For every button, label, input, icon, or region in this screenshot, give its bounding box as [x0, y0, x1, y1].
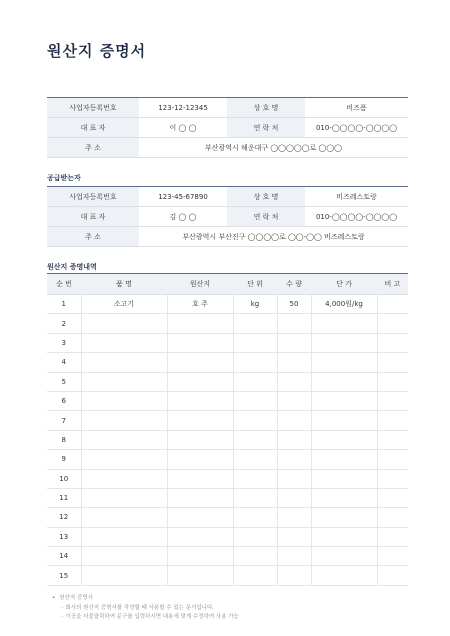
cell-no: 14	[47, 547, 81, 566]
header-item: 품 명	[81, 274, 167, 295]
receiver-reg-no-label: 사업자등록번호	[47, 187, 139, 207]
notes-line-2: · 이곳을 더블클릭하여 문구를 입력하시면 내용에 맞게 수정하여 사용 가능	[62, 614, 239, 620]
supplier-address-label: 주 소	[47, 138, 139, 158]
cell-no: 8	[47, 430, 81, 449]
cell-price[interactable]	[311, 411, 377, 430]
supplier-phone-label: 연 락 처	[227, 118, 305, 138]
cell-price[interactable]	[311, 372, 377, 391]
cell-origin[interactable]	[167, 333, 233, 352]
cell-unit[interactable]	[233, 411, 277, 430]
cell-origin[interactable]	[167, 430, 233, 449]
receiver-row-3	[47, 227, 408, 247]
cell-item[interactable]	[81, 353, 167, 372]
cell-origin[interactable]	[167, 411, 233, 430]
cell-origin[interactable]	[167, 314, 233, 333]
cell-qty[interactable]	[277, 566, 311, 585]
cell-item[interactable]	[81, 391, 167, 410]
cell-item[interactable]	[81, 508, 167, 527]
cell-item[interactable]: 소고기	[81, 295, 167, 314]
cell-qty[interactable]	[277, 411, 311, 430]
table-row	[47, 469, 408, 488]
supplier-row-2	[47, 118, 408, 138]
cell-no: 5	[47, 372, 81, 391]
cell-qty[interactable]	[277, 372, 311, 391]
header-no: 순 번	[47, 274, 81, 295]
cell-note[interactable]	[377, 314, 408, 333]
supplier-company-label: 상 호 명	[227, 98, 305, 118]
cell-item[interactable]	[81, 333, 167, 352]
cell-no: 15	[47, 566, 81, 585]
supplier-table	[47, 97, 408, 158]
header-unit: 단 위	[233, 274, 277, 295]
cell-origin[interactable]	[167, 372, 233, 391]
cell-qty[interactable]	[277, 314, 311, 333]
cell-unit[interactable]	[233, 372, 277, 391]
receiver-reg-no[interactable]: 123-45-67890	[139, 187, 227, 207]
cell-note[interactable]	[377, 508, 408, 527]
cell-qty[interactable]	[277, 547, 311, 566]
cell-unit[interactable]	[233, 469, 277, 488]
cell-unit[interactable]	[233, 450, 277, 469]
cell-price[interactable]	[311, 566, 377, 585]
receiver-company-label: 상 호 명	[227, 187, 305, 207]
receiver-row-1	[47, 187, 408, 207]
cell-unit[interactable]	[233, 488, 277, 507]
cell-origin[interactable]	[167, 488, 233, 507]
cell-qty[interactable]	[277, 430, 311, 449]
cell-unit[interactable]: kg	[233, 295, 277, 314]
cell-unit[interactable]	[233, 527, 277, 546]
cell-no: 1	[47, 295, 81, 314]
cell-no: 7	[47, 411, 81, 430]
supplier-row-1	[47, 98, 408, 118]
cell-note[interactable]	[377, 372, 408, 391]
items-section-label: 원산지 증명내역	[47, 263, 97, 271]
cell-qty[interactable]: 50	[277, 295, 311, 314]
cell-note[interactable]	[377, 527, 408, 546]
cell-item[interactable]	[81, 547, 167, 566]
cell-item[interactable]	[81, 469, 167, 488]
receiver-address-label: 주 소	[47, 227, 139, 247]
cell-qty[interactable]	[277, 508, 311, 527]
cell-origin[interactable]: 호 주	[167, 295, 233, 314]
receiver-row-2	[47, 207, 408, 227]
cell-price[interactable]	[311, 450, 377, 469]
supplier-phone[interactable]: 010-◯◯◯◯-◯◯◯◯	[305, 118, 408, 138]
supplier-rep[interactable]: 이 ◯ ◯	[139, 118, 227, 138]
cell-note[interactable]	[377, 469, 408, 488]
table-row	[47, 488, 408, 507]
cell-origin[interactable]	[167, 391, 233, 410]
items-body	[47, 295, 408, 586]
page-title: 원산지 증명서	[47, 42, 147, 60]
cell-note[interactable]	[377, 295, 408, 314]
cell-unit[interactable]	[233, 333, 277, 352]
cell-origin[interactable]	[167, 566, 233, 585]
supplier-row-3	[47, 138, 408, 158]
cell-note[interactable]	[377, 547, 408, 566]
cell-note[interactable]	[377, 488, 408, 507]
cell-note[interactable]	[377, 353, 408, 372]
cell-origin[interactable]	[167, 527, 233, 546]
table-row	[47, 508, 408, 527]
table-row	[47, 430, 408, 449]
receiver-rep[interactable]: 김 ◯ ◯	[139, 207, 227, 227]
cell-origin[interactable]	[167, 469, 233, 488]
cell-item[interactable]	[81, 488, 167, 507]
cell-unit[interactable]	[233, 547, 277, 566]
receiver-phone-label: 연 락 처	[227, 207, 305, 227]
notes	[52, 594, 239, 623]
cell-qty[interactable]	[277, 391, 311, 410]
bullet-icon: •	[52, 595, 56, 601]
header-price: 단 가	[311, 274, 377, 295]
cell-item[interactable]	[81, 430, 167, 449]
cell-qty[interactable]	[277, 450, 311, 469]
cell-note[interactable]	[377, 333, 408, 352]
cell-no: 4	[47, 353, 81, 372]
cell-qty[interactable]	[277, 353, 311, 372]
receiver-section-label: 공급받는자	[47, 174, 81, 182]
cell-no: 13	[47, 527, 81, 546]
table-row	[47, 527, 408, 546]
cell-unit[interactable]	[233, 566, 277, 585]
notes-heading: 원산지 증명서	[59, 595, 93, 601]
table-row	[47, 411, 408, 430]
header-note: 비 고	[377, 274, 408, 295]
receiver-phone[interactable]: 010-◯◯◯◯-◯◯◯◯	[305, 207, 408, 227]
cell-price[interactable]	[311, 353, 377, 372]
cell-no: 11	[47, 488, 81, 507]
cell-item[interactable]	[81, 372, 167, 391]
cell-note[interactable]	[377, 566, 408, 585]
cell-item[interactable]	[81, 527, 167, 546]
receiver-table	[47, 186, 408, 247]
cell-item[interactable]	[81, 411, 167, 430]
cell-qty[interactable]	[277, 469, 311, 488]
cell-price[interactable]	[311, 488, 377, 507]
cell-price[interactable]	[311, 391, 377, 410]
supplier-reg-no-label: 사업자등록번호	[47, 98, 139, 118]
cell-origin[interactable]	[167, 547, 233, 566]
cell-unit[interactable]	[233, 508, 277, 527]
cell-no: 3	[47, 333, 81, 352]
header-qty: 수 량	[277, 274, 311, 295]
cell-note[interactable]	[377, 450, 408, 469]
cell-qty[interactable]	[277, 527, 311, 546]
table-row	[47, 353, 408, 372]
supplier-company[interactable]: 비즈폼	[305, 98, 408, 118]
cell-note[interactable]	[377, 430, 408, 449]
cell-item[interactable]	[81, 314, 167, 333]
table-row	[47, 547, 408, 566]
supplier-address[interactable]: 부산광역시 해운대구 ◯◯◯◯◯로 ◯◯◯	[139, 138, 408, 158]
table-row	[47, 295, 408, 314]
cell-price[interactable]	[311, 547, 377, 566]
cell-origin[interactable]	[167, 508, 233, 527]
table-row	[47, 566, 408, 585]
cell-unit[interactable]	[233, 391, 277, 410]
cell-price[interactable]	[311, 333, 377, 352]
table-row	[47, 314, 408, 333]
supplier-rep-label: 대 표 자	[47, 118, 139, 138]
receiver-company[interactable]: 비즈레스토랑	[305, 187, 408, 207]
cell-item[interactable]	[81, 566, 167, 585]
cell-unit[interactable]	[233, 430, 277, 449]
receiver-address[interactable]: 부산광역시 부산진구 ◯◯◯◯로 ◯◯-◯◯ 비즈레스토랑	[139, 227, 408, 247]
cell-price[interactable]	[311, 508, 377, 527]
cell-no: 2	[47, 314, 81, 333]
cell-price[interactable]	[311, 469, 377, 488]
receiver-rep-label: 대 표 자	[47, 207, 139, 227]
cell-no: 12	[47, 508, 81, 527]
cell-price[interactable]	[311, 314, 377, 333]
cell-qty[interactable]	[277, 488, 311, 507]
cell-note[interactable]	[377, 391, 408, 410]
cell-no: 6	[47, 391, 81, 410]
cell-price[interactable]: 4,000원/kg	[311, 295, 377, 314]
table-row	[47, 372, 408, 391]
cell-price[interactable]	[311, 430, 377, 449]
supplier-reg-no[interactable]: 123-12-12345	[139, 98, 227, 118]
cell-qty[interactable]	[277, 333, 311, 352]
cell-item[interactable]	[81, 450, 167, 469]
items-header-row	[47, 274, 408, 295]
cell-unit[interactable]	[233, 353, 277, 372]
cell-no: 10	[47, 469, 81, 488]
table-row	[47, 391, 408, 410]
cell-note[interactable]	[377, 411, 408, 430]
cell-price[interactable]	[311, 527, 377, 546]
items-table	[47, 273, 408, 586]
cell-origin[interactable]	[167, 353, 233, 372]
cell-no: 9	[47, 450, 81, 469]
cell-origin[interactable]	[167, 450, 233, 469]
table-row	[47, 450, 408, 469]
notes-line-1: · 회사의 원산지 증명서를 작성할 때 사용할 수 있는 문서입니다.	[62, 604, 215, 611]
header-origin: 원산지	[167, 274, 233, 295]
table-row	[47, 333, 408, 352]
cell-unit[interactable]	[233, 314, 277, 333]
